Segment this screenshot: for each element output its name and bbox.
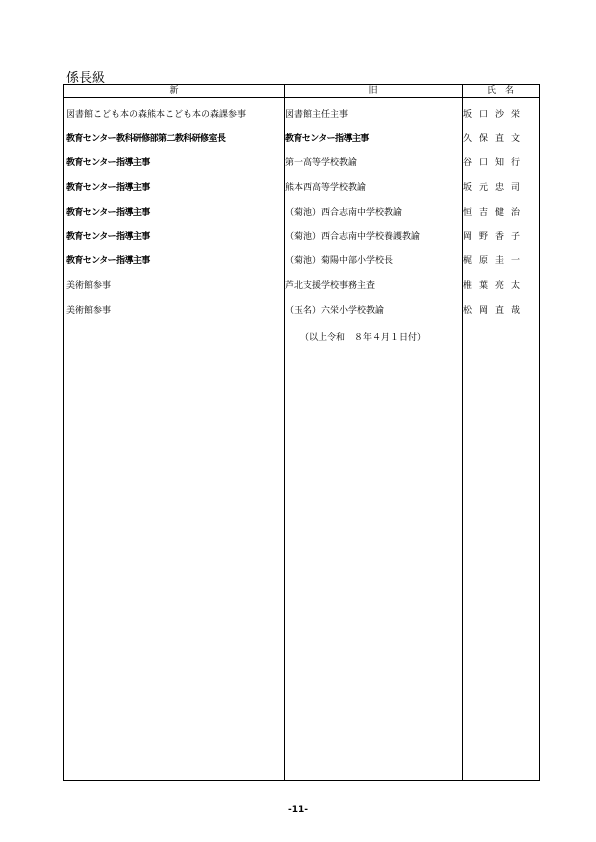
table-row <box>64 205 539 221</box>
table-row <box>64 303 539 319</box>
person-name: 梶原圭一 <box>463 256 528 266</box>
new-position: 美術館参事 <box>66 306 112 316</box>
new-position: 教育センター指導主事 <box>66 208 150 218</box>
person-name: 久保直文 <box>463 134 528 144</box>
section-heading: 係長級 <box>66 71 106 86</box>
old-position: 図書館主任主事 <box>285 110 349 120</box>
new-position: 教育センター指導主事 <box>66 158 150 168</box>
new-position: 教育センター指導主事 <box>66 183 150 193</box>
old-position: 第一高等学校教諭 <box>285 158 358 168</box>
old-position: （菊池）西合志南中学校教諭 <box>285 208 403 218</box>
page-number: -11- <box>288 805 308 815</box>
column-header-old: 旧 <box>368 86 378 96</box>
old-position: （菊池）西合志南中学校養護教諭 <box>285 232 421 242</box>
old-position: （菊池）菊陽中部小学校長 <box>285 256 394 266</box>
person-name: 椎葉亮太 <box>463 281 528 291</box>
personnel-table <box>63 84 540 781</box>
new-position: 教育センター指導主事 <box>66 256 150 266</box>
person-name: 坂口沙栄 <box>463 110 528 120</box>
new-position: 図書館こども本の森熊本こども本の森課参事 <box>66 110 247 120</box>
column-header-name: 氏 名 <box>486 86 514 96</box>
person-name: 谷口知行 <box>463 158 528 168</box>
table-row <box>64 278 539 294</box>
old-position: 熊本西高等学校教諭 <box>285 183 367 193</box>
table-row <box>64 131 539 147</box>
old-position: （玉名）六栄小学校教諭 <box>285 306 385 316</box>
header-divider <box>64 97 539 98</box>
table-row <box>64 229 539 245</box>
old-position: 教育センター指導主事 <box>285 134 369 144</box>
table-row <box>64 107 539 123</box>
person-name: 岡野香子 <box>463 232 528 242</box>
column-header-new: 新 <box>169 86 179 96</box>
table-row <box>64 180 539 196</box>
new-position: 教育センター指導主事 <box>66 232 150 242</box>
person-name: 坂元忠司 <box>463 183 528 193</box>
person-name: 松岡直哉 <box>463 306 528 316</box>
new-position: 美術館参事 <box>66 281 112 291</box>
table-row <box>64 155 539 171</box>
effective-date-note: （以上令和 ８年４月１日付） <box>300 333 427 343</box>
person-name: 恒吉健治 <box>463 208 528 218</box>
table-row <box>64 253 539 269</box>
old-position: 芦北支援学校事務主査 <box>285 281 376 291</box>
new-position: 教育センター教科研修部第二教科研修室長 <box>66 134 226 144</box>
